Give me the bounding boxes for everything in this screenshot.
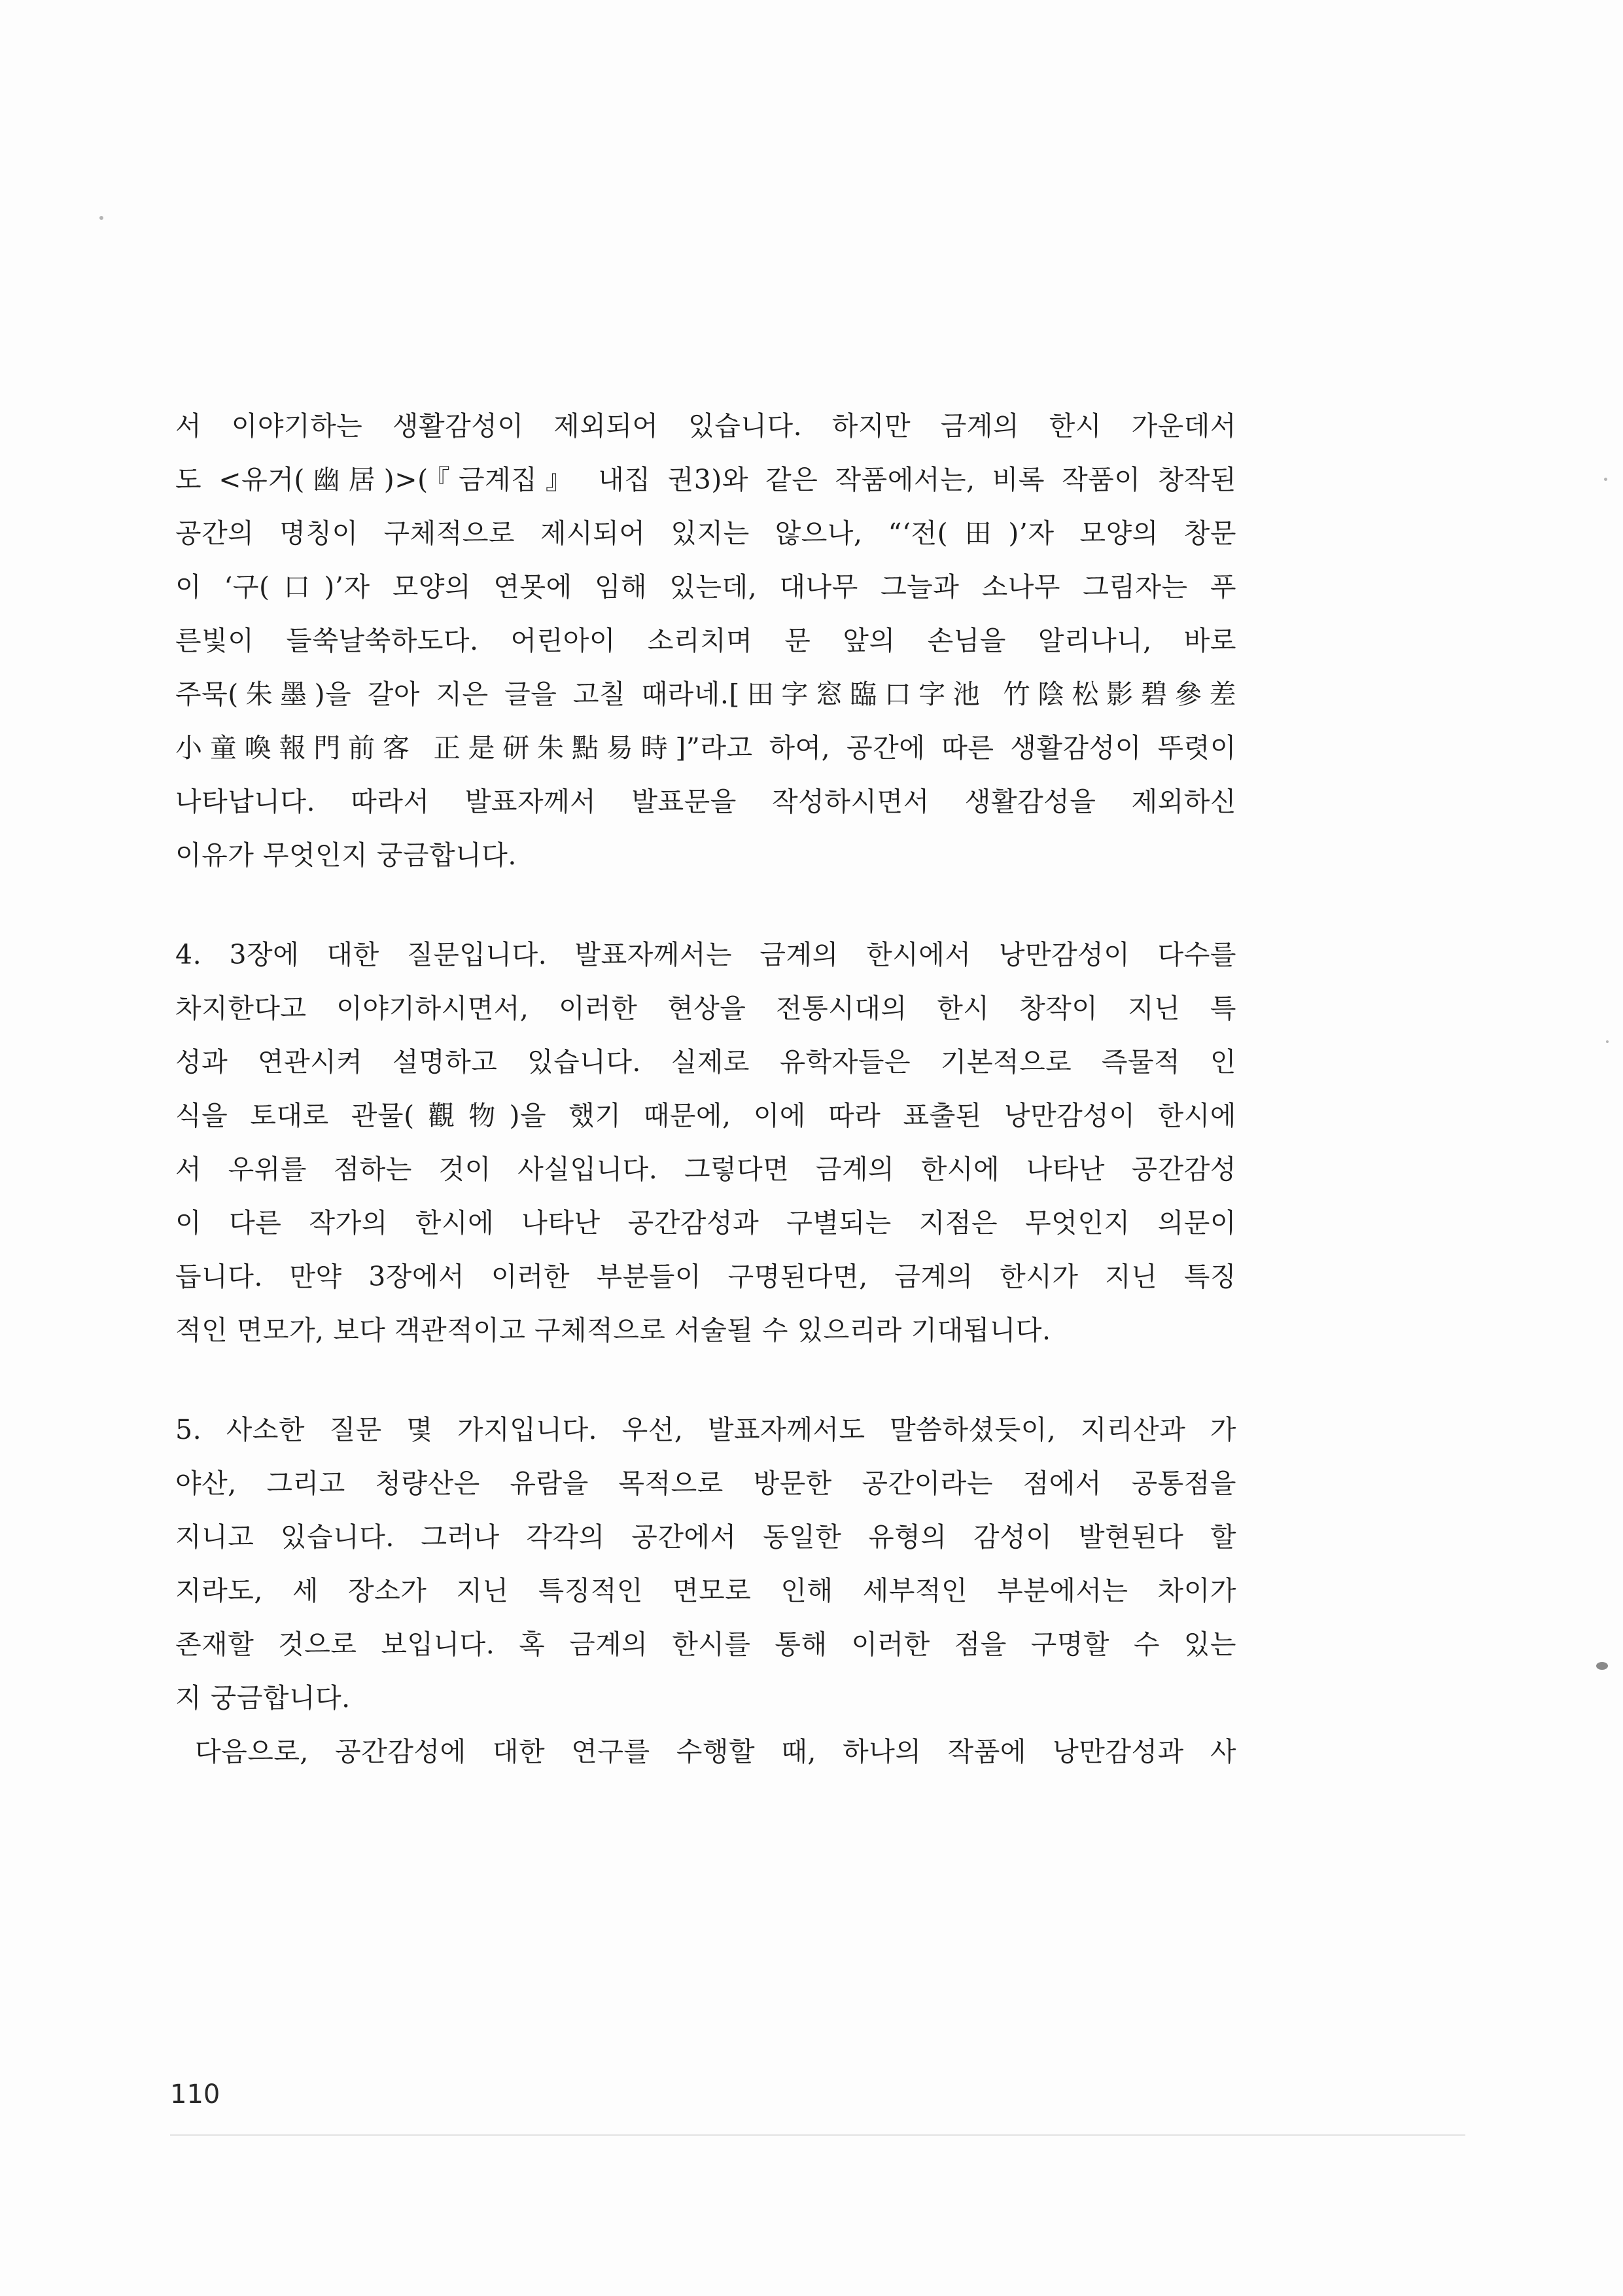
text-line: 다음으로, 공간감성에 대한 연구를 수행할 때, 하나의 작품에 낭만감성과 사 xyxy=(195,1736,1236,1767)
text-line: 지라도, 세 장소가 지닌 특징적인 면모로 인해 세부적인 부분에서는 차이가 xyxy=(175,1575,1236,1606)
text-line: 적인 면모가, 보다 객관적이고 구체적으로 서술될 수 있으리라 기대됩니다. xyxy=(175,1315,1051,1346)
paragraph-question-4 xyxy=(175,928,1236,1357)
paragraph-next xyxy=(175,1725,1236,1778)
paragraph-question-5 xyxy=(175,1403,1236,1725)
text-line: 차지한다고 이야기하시면서, 이러한 현상을 전통시대의 한시 창작이 지닌 특 xyxy=(175,993,1236,1024)
text-line: 서 우위를 점하는 것이 사실입니다. 그렇다면 금계의 한시에 나타난 공간감성 xyxy=(175,1154,1236,1185)
scan-speck xyxy=(1596,1662,1608,1670)
text-line: 도 <유거(幽居)>(『금계집』 내집 권3)와 같은 작품에서는, 비록 작품이 창작된 xyxy=(175,464,1236,495)
text-line: 른빛이 들쑥날쑥하도다. 어린아이 소리치며 문 앞의 손님을 알리나니, 바로 xyxy=(175,625,1236,656)
scan-speck xyxy=(1606,1040,1609,1043)
body-text xyxy=(175,399,1236,1778)
text-line: 식을 토대로 관물(觀物)을 했기 때문에, 이에 따라 표출된 낭만감성이 한시에 xyxy=(175,1100,1236,1131)
text-line: 존재할 것으로 보입니다. 혹 금계의 한시를 통해 이러한 점을 구명할 수 있는 xyxy=(175,1629,1236,1660)
paragraph-continuation xyxy=(175,399,1236,882)
scan-speck xyxy=(99,216,103,220)
text-line: 듭니다. 만약 3장에서 이러한 부분들이 구명된다면, 금계의 한시가 지닌 특징 xyxy=(175,1261,1236,1292)
text-line: 4. 3장에 대한 질문입니다. 발표자께서는 금계의 한시에서 낭만감성이 다수를 xyxy=(175,939,1236,970)
scan-speck xyxy=(1604,478,1607,481)
text-line: 지 궁금합니다. xyxy=(175,1682,351,1714)
text-line: 나타납니다. 따라서 발표자께서 발표문을 작성하시면서 생활감성을 제외하신 xyxy=(175,786,1236,817)
text-line: 주묵(朱墨)을 갈아 지은 글을 고칠 때라네.[田字窓臨口字池 竹陰松影碧參差 xyxy=(175,679,1236,710)
footer-divider xyxy=(170,2134,1465,2136)
text-line: 이 ‘구(口)’자 모양의 연못에 임해 있는데, 대나무 그늘과 소나무 그림자는 푸 xyxy=(175,571,1236,603)
paragraph-spacer xyxy=(175,1357,1236,1403)
paragraph-spacer xyxy=(175,882,1236,928)
text-line: 야산, 그리고 청량산은 유람을 목적으로 방문한 공간이라는 점에서 공통점을 xyxy=(175,1468,1236,1499)
text-line: 공간의 명칭이 구체적으로 제시되어 있지는 않으나, “‘전(田)’자 모양의 창문 xyxy=(175,518,1236,549)
text-line: 이 다른 작가의 한시에 나타난 공간감성과 구별되는 지점은 무엇인지 의문이 xyxy=(175,1207,1236,1239)
text-line: 지니고 있습니다. 그러나 각각의 공간에서 동일한 유형의 감성이 발현된다 할 xyxy=(175,1521,1236,1553)
text-line: 小童喚報門前客 正是研朱點易時]”라고 하여, 공간에 따른 생활감성이 뚜렷이 xyxy=(175,732,1236,764)
page-number: 110 xyxy=(170,2079,220,2110)
text-line: 성과 연관시켜 설명하고 있습니다. 실제로 유학자들은 기본적으로 즉물적 인 xyxy=(175,1046,1236,1078)
text-line: 이유가 무엇인지 궁금합니다. xyxy=(175,839,517,871)
text-line: 5. 사소한 질문 몇 가지입니다. 우선, 발표자께서도 말씀하셨듯이, 지리산과 가 xyxy=(175,1414,1236,1445)
text-line: 서 이야기하는 생활감성이 제외되어 있습니다. 하지만 금계의 한시 가운데서 xyxy=(175,410,1236,442)
